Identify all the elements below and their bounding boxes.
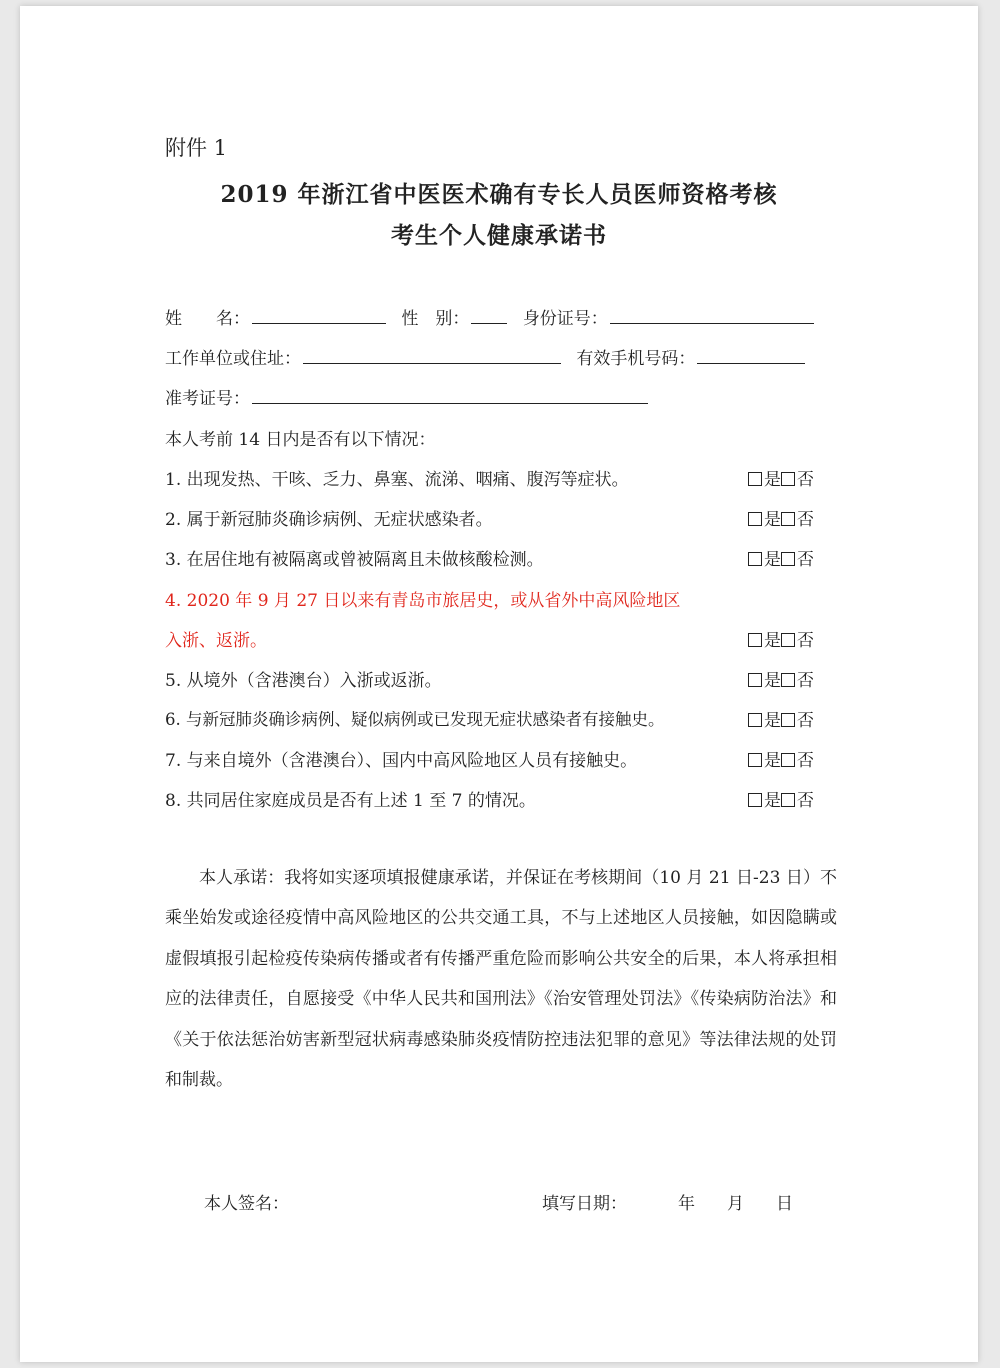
attachment-label: 附件 1 [165,136,228,160]
id-number-label: 身份证号： [522,309,608,329]
yes-label: 是 [764,631,781,651]
gender-label: 性 别： [401,309,470,329]
question-1: 1. 出现发热、干咳、乏力、鼻塞、流涕、咽痛、腹泻等症状。 [165,470,629,490]
document-title: 2019 年浙江省中医医术确有专长人员医师资格考核 [220,181,778,208]
yes-checkbox[interactable] [748,753,762,767]
admission-label: 准考证号： [165,389,250,409]
answer-6 [748,706,814,731]
no-checkbox[interactable] [781,673,795,687]
answer-7 [748,746,814,771]
signature-label: 本人签名： [204,1194,289,1214]
date-year: 年 [678,1194,695,1214]
admission-input-line[interactable] [252,385,648,404]
yes-checkbox[interactable] [748,472,762,486]
answer-2 [748,505,814,530]
answer-3 [748,545,814,570]
yes-label: 是 [764,751,781,771]
no-checkbox[interactable] [781,793,795,807]
id-number-input-line[interactable] [610,305,814,324]
yes-label: 是 [764,550,781,570]
yes-checkbox[interactable] [748,512,762,526]
answer-8 [748,786,814,811]
question-intro: 本人考前 14 日内是否有以下情况： [165,430,436,450]
question-4-line2: 入浙、返浙。 [165,631,267,651]
no-label: 否 [797,671,814,691]
question-6: 6. 与新冠肺炎确诊病例、疑似病例或已发现无症状感染者有接触史。 [165,710,665,729]
no-label: 否 [797,510,814,530]
workplace-input-line[interactable] [303,345,561,364]
yes-label: 是 [764,470,781,490]
question-4-line1: 4. 2020 年 9 月 27 日以来有青岛市旅居史，或从省外中高风险地区 [165,591,681,611]
no-label: 否 [797,751,814,771]
question-3: 3. 在居住地有被隔离或曾被隔离且未做核酸检测。 [165,550,544,570]
yes-label: 是 [764,510,781,530]
name-label: 姓 名： [165,309,250,329]
yes-checkbox[interactable] [748,633,762,647]
yes-checkbox[interactable] [748,552,762,566]
no-checkbox[interactable] [781,713,795,727]
yes-label: 是 [764,711,781,731]
admission-field-row [165,384,648,409]
gender-input-line[interactable] [471,305,507,324]
no-checkbox[interactable] [781,753,795,767]
no-label: 否 [797,711,814,731]
no-label: 否 [797,631,814,651]
document-page [20,6,978,1362]
no-label: 否 [797,550,814,570]
document-subtitle: 考生个人健康承诺书 [391,222,607,249]
workplace-label: 工作单位或住址： [165,349,301,369]
question-2: 2. 属于新冠肺炎确诊病例、无症状感染者。 [165,510,493,530]
name-input-line[interactable] [252,305,386,324]
yes-checkbox[interactable] [748,713,762,727]
no-checkbox[interactable] [781,552,795,566]
no-label: 否 [797,791,814,811]
yes-label: 是 [764,671,781,691]
date-label: 填写日期： [542,1194,627,1214]
commitment-text: 本人承诺：我将如实逐项填报健康承诺，并保证在考核期间（10 月 21 日-23 日）不乘坐始发或途径疫情中高风险地区的公共交通工具，不与上述地区人员接触，如因隐瞒或虚假填报引起检疫传染病传播或者有传播严重危险而影响公共安全的后果，本人将承担相应的法律责任，自愿接受《中华人民共和国刑法》《治安管理处罚法》《传染病防治法》和《关于依法惩治妨害新型冠状病毒感染肺炎疫情防控违法犯罪的意见》等法律法规的处罚和制裁。 [165,868,837,1091]
no-checkbox[interactable] [781,512,795,526]
name-field-row [165,304,814,329]
question-5: 5. 从境外（含港澳台）入浙或返浙。 [165,671,442,691]
yes-checkbox[interactable] [748,673,762,687]
question-8: 8. 共同居住家庭成员是否有上述 1 至 7 的情况。 [165,791,536,811]
phone-input-line[interactable] [697,345,805,364]
yes-checkbox[interactable] [748,793,762,807]
phone-label: 有效手机号码： [576,349,696,369]
answer-1 [748,465,814,490]
commitment-paragraph [165,858,837,1100]
yes-label: 是 [764,791,781,811]
no-label: 否 [797,470,814,490]
workplace-field-row [165,344,805,369]
no-checkbox[interactable] [781,633,795,647]
answer-4 [748,626,814,651]
question-7: 7. 与来自境外（含港澳台）、国内中高风险地区人员有接触史。 [165,751,638,771]
date-day: 日 [776,1194,793,1214]
date-month: 月 [727,1194,744,1214]
no-checkbox[interactable] [781,472,795,486]
answer-5 [748,666,814,691]
